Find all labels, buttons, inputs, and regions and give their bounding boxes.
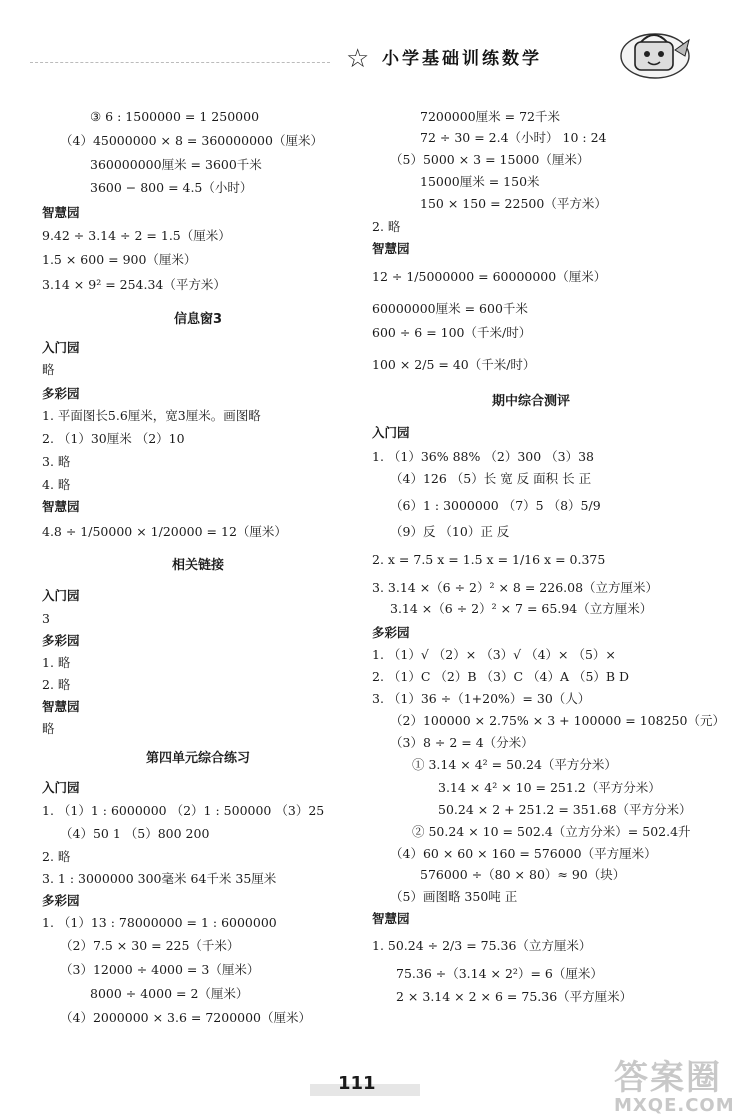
answer-line: 75.36 ÷（3.14 × 2²）= 6（厘米） <box>396 966 603 981</box>
answer-line: 8000 ÷ 4000 = 2（厘米） <box>90 986 249 1001</box>
answer-line: 2. 略 <box>42 677 71 692</box>
section-heading: 智慧园 <box>42 699 80 714</box>
answer-line: 7200000厘米 = 72千米 <box>420 109 560 124</box>
answer-line: 60000000厘米 = 600千米 <box>372 301 528 316</box>
answer-line: 3.14 ×（6 ÷ 2）² × 7 = 65.94（立方厘米） <box>390 601 653 616</box>
answer-line: 3. 略 <box>42 454 71 469</box>
answer-line: 2. （1）30厘米 （2）10 <box>42 431 185 446</box>
answer-line: ① 3.14 × 4² = 50.24（平方分米） <box>412 757 617 772</box>
answer-line: 576000 ÷（80 × 80）≈ 90（块） <box>420 867 626 882</box>
answer-line: 略 <box>42 362 55 377</box>
answer-line: ② 50.24 × 10 = 502.4（立方分米）= 502.4升 <box>412 824 691 839</box>
answer-line: （4）45000000 × 8 = 360000000（厘米） <box>60 133 323 148</box>
section-heading: 多彩园 <box>42 633 80 648</box>
answer-line: 1. 平面图长5.6厘米，宽3厘米。画图略 <box>42 408 261 423</box>
star-icon: ☆ <box>346 44 370 74</box>
answer-line: 9.42 ÷ 3.14 ÷ 2 = 1.5（厘米） <box>42 228 231 243</box>
answer-line: 3.14 × 9² = 254.34（平方米） <box>42 277 226 292</box>
answer-line: 50.24 × 2 + 251.2 = 351.68（平方分米） <box>438 802 692 817</box>
answer-line: 3. 3.14 ×（6 ÷ 2）² × 8 = 226.08（立方厘米） <box>372 580 659 595</box>
header-dashed-rule <box>30 62 330 63</box>
answer-line: （2）7.5 × 30 = 225（千米） <box>60 938 240 953</box>
answer-line: （2）100000 × 2.75% × 3 + 100000 = 108250（元） <box>390 713 725 728</box>
answer-line: （4）50 1 （5）800 200 <box>60 826 210 841</box>
answer-line: 3. 1 : 3000000 300毫米 64千米 35厘米 <box>42 871 277 886</box>
answer-line: 2. x = 7.5 x = 1.5 x = 1/16 x = 0.375 <box>372 552 606 567</box>
section-heading: 智慧园 <box>372 911 410 926</box>
answer-line: 150 × 150 = 22500（平方米） <box>420 196 607 211</box>
page-number: 111 <box>338 1073 376 1094</box>
answer-line: （5）5000 × 3 = 15000（厘米） <box>390 152 590 167</box>
answer-line: 72 ÷ 30 = 2.4（小时） 10 : 24 <box>420 130 607 145</box>
section-heading: 多彩园 <box>42 893 80 908</box>
answer-line: 3600 − 800 = 4.5（小时） <box>90 180 253 195</box>
answer-line: 1. （1）1 : 6000000 （2）1 : 500000 （3）25 <box>42 803 325 818</box>
section-heading: 智慧园 <box>372 241 410 256</box>
answer-line: （4）2000000 × 3.6 = 7200000（厘米） <box>60 1010 312 1025</box>
answer-line: 15000厘米 = 150米 <box>420 174 540 189</box>
answer-line: 1. 50.24 ÷ 2/3 = 75.36（立方厘米） <box>372 938 592 953</box>
watermark-logo-text: 答案圈 <box>614 1058 722 1098</box>
answer-line: （4）60 × 60 × 160 = 576000（平方厘米） <box>390 846 657 861</box>
answer-line: （3）8 ÷ 2 = 4（分米） <box>390 735 534 750</box>
answer-line: （6）1 : 3000000 （7）5 （8）5/9 <box>390 498 601 513</box>
schoolbag-mascot-icon <box>615 22 695 84</box>
section-heading: 入门园 <box>372 425 410 440</box>
chapter-title: 期中综合测评 <box>492 394 571 409</box>
chapter-title: 第四单元综合练习 <box>146 751 251 766</box>
section-heading: 智慧园 <box>42 499 80 514</box>
answer-line: 1.5 × 600 = 900（厘米） <box>42 252 197 267</box>
watermark <box>614 1050 735 1116</box>
answer-line: 1. （1）36% 88% （2）300 （3）38 <box>372 449 595 464</box>
section-heading: 智慧园 <box>42 205 80 220</box>
watermark-url: MXQE.COM <box>614 1095 735 1116</box>
answer-line: 1. 略 <box>42 655 71 670</box>
answer-line: 4. 略 <box>42 477 71 492</box>
answer-line: 100 × 2/5 = 40（千米/时） <box>372 357 536 372</box>
chapter-title: 信息窗3 <box>174 312 223 327</box>
answer-line: 1. （1）√ （2）× （3）√ （4）× （5）× <box>372 647 616 662</box>
answer-line: 2. 略 <box>372 219 401 234</box>
answer-line: 2 × 3.14 × 2 × 6 = 75.36（平方厘米） <box>396 989 633 1004</box>
answer-line: 12 ÷ 1/5000000 = 60000000（厘米） <box>372 269 607 284</box>
section-heading: 多彩园 <box>42 386 80 401</box>
answer-line: 略 <box>42 721 55 736</box>
series-title: 小学基础训练数学 <box>382 49 542 69</box>
answer-line: 2. （1）C （2）B （3）C （4）A （5）B D <box>372 669 630 684</box>
answer-line: （3）12000 ÷ 4000 = 3（厘米） <box>60 962 260 977</box>
answer-line: 3. （1）36 ÷（1+20%）= 30（人） <box>372 691 591 706</box>
section-heading: 入门园 <box>42 588 80 603</box>
answer-line: （9）反 （10）正 反 <box>390 524 510 539</box>
answer-line: （5）画图略 350吨 正 <box>390 889 518 904</box>
answer-line: 4.8 ÷ 1/50000 × 1/20000 = 12（厘米） <box>42 524 287 539</box>
answer-line: （4）126 （5）长 宽 反 面积 长 正 <box>390 471 592 486</box>
answer-line: 360000000厘米 = 3600千米 <box>90 157 262 172</box>
section-heading: 入门园 <box>42 780 80 795</box>
section-heading: 多彩园 <box>372 625 410 640</box>
answer-line: 600 ÷ 6 = 100（千米/时） <box>372 325 532 340</box>
chapter-title: 相关链接 <box>172 558 225 573</box>
answer-line: 1. （1）13 : 78000000 = 1 : 6000000 <box>42 915 277 930</box>
answer-line: 3.14 × 4² × 10 = 251.2（平方分米） <box>438 780 661 795</box>
section-heading: 入门园 <box>42 340 80 355</box>
answer-line: ③ 6 : 1500000 = 1 250000 <box>90 109 260 124</box>
answer-line: 2. 略 <box>42 849 71 864</box>
answer-line: 3 <box>42 611 50 626</box>
